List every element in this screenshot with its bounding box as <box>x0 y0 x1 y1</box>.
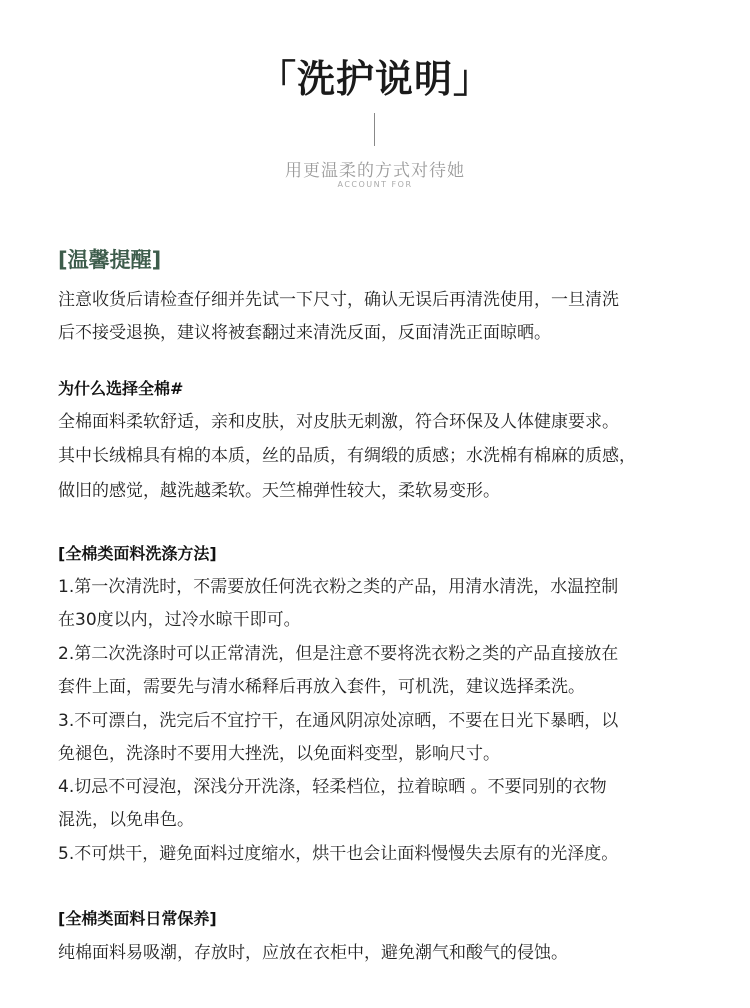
care-heading: [全棉类面料日常保养] <box>58 909 217 928</box>
subtitle-english: ACCOUNT FOR <box>337 180 413 189</box>
why-cotton-line: 全棉面料柔软舒适，亲和皮肤，对皮肤无刺激，符合环保及人体健康要求。 <box>58 412 619 432</box>
why-cotton-line: 做旧的感觉，越洗越柔软。天竺棉弹性较大，柔软易变形。 <box>58 481 500 501</box>
reminder-line: 后不接受退换，建议将被套翻过来清洗反面，反面清洗正面晾晒。 <box>58 323 551 343</box>
washing-line: 5.不可烘干，避免面料过度缩水，烘干也会让面料慢慢失去原有的光泽度。 <box>58 844 619 864</box>
reminder-line: 注意收货后请检查仔细并先试一下尺寸，确认无误后再清洗使用，一旦清洗 <box>58 290 619 310</box>
washing-line: 免褪色，洗涤时不要用大挫洗，以免面料变型，影响尺寸。 <box>58 744 500 764</box>
why-cotton-heading: 为什么选择全棉# <box>58 379 184 398</box>
washing-line: 套件上面，需要先与清水稀释后再放入套件，可机洗，建议选择柔洗。 <box>58 677 585 697</box>
title-divider <box>374 113 375 146</box>
reminder-heading: [温馨提醒] <box>58 248 162 272</box>
washing-line: 在30度以内，过冷水晾干即可。 <box>58 610 301 630</box>
why-cotton-line: 其中长绒棉具有棉的本质，丝的品质，有绸缎的质感；水洗棉有棉麻的质感， <box>58 446 636 466</box>
washing-heading: [全棉类面料洗涤方法] <box>58 544 217 563</box>
washing-line: 2.第二次洗涤时可以正常清洗，但是注意不要将洗衣粉之类的产品直接放在 <box>58 644 619 664</box>
washing-line: 4.切忌不可浸泡，深浅分开洗涤，轻柔档位，拉着晾晒 。不要同别的衣物 <box>58 777 607 797</box>
care-line: 纯棉面料易吸潮，存放时，应放在衣柜中，避免潮气和酸气的侵蚀。 <box>58 943 568 963</box>
washing-line: 混洗，以免串色。 <box>58 810 194 830</box>
subtitle: 用更温柔的方式对待她 <box>285 161 465 181</box>
washing-line: 1.第一次清洗时，不需要放任何洗衣粉之类的产品，用清水清洗，水温控制 <box>58 577 619 597</box>
washing-line: 3.不可漂白，洗完后不宜拧干，在通风阴凉处凉晒，不要在日光下暴晒，以 <box>58 711 619 731</box>
page-title: 「洗护说明」 <box>257 57 492 101</box>
